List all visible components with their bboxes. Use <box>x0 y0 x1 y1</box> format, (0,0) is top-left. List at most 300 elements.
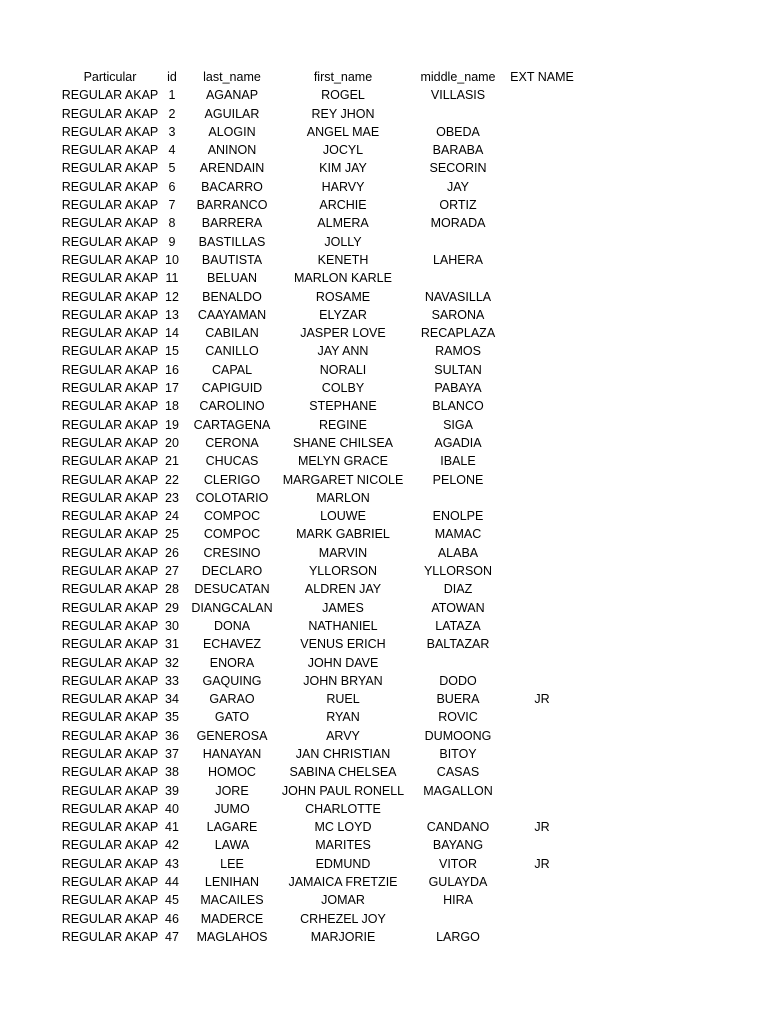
cell-last-name: MACAILES <box>200 893 264 908</box>
cell-id: 33 <box>165 673 179 688</box>
cell-particular: REGULAR AKAP <box>61 234 159 249</box>
cell-particular: REGULAR AKAP <box>61 893 159 908</box>
table-row <box>0 306 768 324</box>
cell-particular: REGULAR AKAP <box>61 252 159 267</box>
cell-ext-name: JR <box>534 692 550 707</box>
cell-middle-name: BAYANG <box>432 838 484 853</box>
cell-first-name: ARVY <box>326 728 360 743</box>
cell-id: 27 <box>165 564 179 579</box>
cell-ext-name <box>506 708 578 726</box>
cell-id: 29 <box>165 600 179 615</box>
cell-last-name: HOMOC <box>208 765 256 780</box>
cell-first-name: ALDREN JAY <box>304 582 382 597</box>
cell-particular: REGULAR AKAP <box>61 472 159 487</box>
table-row <box>0 123 768 141</box>
cell-first-name: RUEL <box>326 692 360 707</box>
cell-ext-name <box>506 672 578 690</box>
cell-last-name: LAGARE <box>206 820 258 835</box>
cell-ext-name <box>506 178 578 196</box>
table-row <box>0 617 768 635</box>
cell-last-name: DECLARO <box>201 564 263 579</box>
cell-ext-name <box>506 544 578 562</box>
cell-particular: REGULAR AKAP <box>61 673 159 688</box>
cell-first-name: MARGARET NICOLE <box>282 472 404 487</box>
cell-first-name: JOMAR <box>321 893 365 908</box>
cell-last-name: CHUCAS <box>205 454 259 469</box>
cell-middle-name: ALABA <box>437 545 479 560</box>
cell-particular: REGULAR AKAP <box>61 124 159 139</box>
cell-first-name: JAY ANN <box>317 344 369 359</box>
cell-first-name: NORALI <box>319 362 367 377</box>
cell-middle-name: BUERA <box>436 692 480 707</box>
cell-last-name: LAWA <box>214 838 250 853</box>
cell-last-name: ANINON <box>207 143 257 158</box>
cell-ext-name <box>506 489 578 507</box>
cell-first-name: KENETH <box>317 252 369 267</box>
cell-first-name: JAMAICA FRETZIE <box>288 875 398 890</box>
cell-ext-name <box>506 159 578 177</box>
table-header-row <box>0 68 768 86</box>
table-row <box>0 690 768 708</box>
cell-particular: REGULAR AKAP <box>61 710 159 725</box>
table-row <box>0 891 768 909</box>
cell-last-name: ENORA <box>209 655 255 670</box>
table-row <box>0 525 768 543</box>
table-row <box>0 782 768 800</box>
cell-last-name: DESUCATAN <box>194 582 270 597</box>
cell-last-name: BAUTISTA <box>201 252 263 267</box>
cell-first-name: JOCYL <box>322 143 364 158</box>
cell-middle-name: BITOY <box>439 746 477 761</box>
cell-middle-name: LAHERA <box>432 252 484 267</box>
cell-first-name: CRHEZEL JOY <box>300 911 386 926</box>
cell-particular: REGULAR AKAP <box>61 929 159 944</box>
cell-first-name: ROSAME <box>315 289 371 304</box>
cell-first-name: JAMES <box>322 600 364 615</box>
cell-id: 14 <box>165 326 179 341</box>
header-middle-name: middle_name <box>420 70 496 84</box>
cell-ext-name <box>506 342 578 360</box>
cell-id: 6 <box>168 179 176 194</box>
cell-last-name: CERONA <box>205 435 259 450</box>
cell-first-name: JAN CHRISTIAN <box>295 746 391 761</box>
cell-last-name: ARENDAIN <box>199 161 265 176</box>
cell-particular: REGULAR AKAP <box>61 838 159 853</box>
cell-last-name: DONA <box>213 618 251 633</box>
cell-first-name: MARITES <box>315 838 371 853</box>
cell-particular: REGULAR AKAP <box>61 106 159 121</box>
cell-id: 22 <box>165 472 179 487</box>
cell-last-name: CRESINO <box>203 545 261 560</box>
cell-particular: REGULAR AKAP <box>61 911 159 926</box>
cell-first-name: REY JHON <box>311 106 375 121</box>
table-row <box>0 855 768 873</box>
cell-ext-name <box>506 654 578 672</box>
cell-middle-name: PABAYA <box>434 381 482 396</box>
cell-id: 11 <box>165 271 179 286</box>
cell-particular: REGULAR AKAP <box>61 362 159 377</box>
cell-ext-name <box>506 800 578 818</box>
cell-particular: REGULAR AKAP <box>61 143 159 158</box>
cell-last-name: GAQUING <box>202 673 262 688</box>
cell-middle-name <box>406 910 510 928</box>
cell-particular: REGULAR AKAP <box>61 875 159 890</box>
cell-middle-name: GULAYDA <box>428 875 488 890</box>
cell-id: 4 <box>168 143 176 158</box>
cell-particular: REGULAR AKAP <box>61 490 159 505</box>
cell-particular: REGULAR AKAP <box>61 216 159 231</box>
cell-particular: REGULAR AKAP <box>61 582 159 597</box>
cell-id: 38 <box>165 765 179 780</box>
cell-last-name: BASTILLAS <box>198 234 266 249</box>
cell-first-name: YLLORSON <box>308 564 378 579</box>
cell-middle-name: SECORIN <box>429 161 487 176</box>
table-row <box>0 489 768 507</box>
cell-id: 2 <box>168 106 176 121</box>
cell-id: 8 <box>168 216 176 231</box>
cell-particular: REGULAR AKAP <box>61 783 159 798</box>
cell-last-name: LENIHAN <box>204 875 260 890</box>
cell-last-name: GATO <box>214 710 250 725</box>
cell-particular: REGULAR AKAP <box>61 746 159 761</box>
cell-last-name: BELUAN <box>206 271 258 286</box>
beneficiary-table <box>0 68 768 946</box>
cell-middle-name: DIAZ <box>443 582 473 597</box>
cell-first-name: KIM JAY <box>319 161 367 176</box>
cell-ext-name <box>506 397 578 415</box>
table-row <box>0 745 768 763</box>
cell-id: 35 <box>165 710 179 725</box>
table-row <box>0 672 768 690</box>
cell-middle-name: BARABA <box>432 143 484 158</box>
cell-middle-name: HIRA <box>443 893 473 908</box>
cell-particular: REGULAR AKAP <box>61 637 159 652</box>
cell-ext-name <box>506 471 578 489</box>
cell-last-name: CARTAGENA <box>193 417 271 432</box>
cell-ext-name <box>506 745 578 763</box>
table-row <box>0 800 768 818</box>
cell-particular: REGULAR AKAP <box>61 820 159 835</box>
cell-id: 34 <box>165 692 179 707</box>
cell-particular: REGULAR AKAP <box>61 326 159 341</box>
cell-id: 7 <box>168 198 176 213</box>
cell-middle-name: SIGA <box>443 417 473 432</box>
cell-id: 28 <box>165 582 179 597</box>
cell-ext-name <box>506 105 578 123</box>
cell-ext-name <box>506 196 578 214</box>
cell-id: 43 <box>165 856 179 871</box>
cell-id: 3 <box>168 124 176 139</box>
cell-id: 44 <box>165 875 179 890</box>
cell-middle-name: ORTIZ <box>439 198 477 213</box>
cell-last-name: BARRANCO <box>196 198 268 213</box>
cell-id: 17 <box>165 381 179 396</box>
cell-particular: REGULAR AKAP <box>61 856 159 871</box>
cell-ext-name: JR <box>534 856 550 871</box>
table-row <box>0 379 768 397</box>
cell-particular: REGULAR AKAP <box>61 765 159 780</box>
cell-particular: REGULAR AKAP <box>61 728 159 743</box>
cell-ext-name <box>506 910 578 928</box>
cell-first-name: LOUWE <box>320 509 366 524</box>
cell-middle-name: JAY <box>447 179 469 194</box>
cell-particular: REGULAR AKAP <box>61 417 159 432</box>
cell-particular: REGULAR AKAP <box>61 198 159 213</box>
cell-last-name: CABILAN <box>205 326 259 341</box>
cell-particular: REGULAR AKAP <box>61 179 159 194</box>
cell-last-name: COLOTARIO <box>195 490 269 505</box>
table-row <box>0 873 768 891</box>
table-row <box>0 342 768 360</box>
cell-id: 13 <box>165 307 179 322</box>
cell-id: 42 <box>165 838 179 853</box>
cell-ext-name <box>506 379 578 397</box>
cell-id: 24 <box>165 509 179 524</box>
cell-ext-name <box>506 763 578 781</box>
cell-first-name: JOLLY <box>324 234 362 249</box>
table-row <box>0 544 768 562</box>
cell-ext-name <box>506 361 578 379</box>
cell-ext-name <box>506 452 578 470</box>
cell-middle-name: DODO <box>439 673 477 688</box>
cell-first-name: SABINA CHELSEA <box>289 765 397 780</box>
cell-id: 21 <box>165 454 179 469</box>
cell-first-name: NATHANIEL <box>308 618 378 633</box>
cell-last-name: CANILLO <box>205 344 259 359</box>
cell-middle-name <box>406 233 510 251</box>
cell-id: 40 <box>165 801 179 816</box>
cell-id: 37 <box>165 746 179 761</box>
cell-id: 12 <box>165 289 179 304</box>
cell-middle-name: CASAS <box>436 765 480 780</box>
cell-first-name: MC LOYD <box>314 820 372 835</box>
table-row <box>0 599 768 617</box>
cell-first-name: MELYN GRACE <box>297 454 389 469</box>
table-row <box>0 580 768 598</box>
table-row <box>0 818 768 836</box>
cell-last-name: DIANGCALAN <box>191 600 273 615</box>
cell-first-name: ROGEL <box>321 88 365 103</box>
cell-ext-name <box>506 782 578 800</box>
cell-id: 46 <box>165 911 179 926</box>
table-row <box>0 361 768 379</box>
cell-middle-name: MAGALLON <box>423 783 493 798</box>
cell-particular: REGULAR AKAP <box>61 454 159 469</box>
cell-first-name: ALMERA <box>317 216 369 231</box>
cell-last-name: GENEROSA <box>196 728 268 743</box>
table-row <box>0 105 768 123</box>
cell-first-name: STEPHANE <box>309 399 377 414</box>
cell-ext-name <box>506 416 578 434</box>
cell-first-name: REGINE <box>319 417 367 432</box>
cell-last-name: ALOGIN <box>208 124 256 139</box>
table-row <box>0 251 768 269</box>
cell-id: 36 <box>165 728 179 743</box>
cell-middle-name: BLANCO <box>432 399 484 414</box>
table-row <box>0 178 768 196</box>
cell-middle-name: PELONE <box>432 472 484 487</box>
cell-particular: REGULAR AKAP <box>61 618 159 633</box>
cell-middle-name: ENOLPE <box>432 509 484 524</box>
cell-last-name: AGUILAR <box>204 106 260 121</box>
cell-first-name: MARJORIE <box>310 929 376 944</box>
cell-middle-name: CANDANO <box>426 820 490 835</box>
cell-id: 10 <box>165 252 179 267</box>
cell-first-name: SHANE CHILSEA <box>292 435 394 450</box>
cell-id: 39 <box>165 783 179 798</box>
cell-middle-name: RECAPLAZA <box>420 326 496 341</box>
cell-particular: REGULAR AKAP <box>61 801 159 816</box>
cell-last-name: CAROLINO <box>199 399 265 414</box>
cell-last-name: BENALDO <box>202 289 262 304</box>
cell-ext-name <box>506 269 578 287</box>
cell-first-name: RYAN <box>326 710 360 725</box>
cell-middle-name: MORADA <box>430 216 486 231</box>
cell-particular: REGULAR AKAP <box>61 435 159 450</box>
cell-id: 25 <box>165 527 179 542</box>
cell-last-name: COMPOC <box>203 509 261 524</box>
cell-middle-name: NAVASILLA <box>424 289 492 304</box>
cell-middle-name: RAMOS <box>435 344 481 359</box>
cell-middle-name: MAMAC <box>434 527 482 542</box>
cell-id: 18 <box>165 399 179 414</box>
cell-id: 5 <box>168 161 176 176</box>
cell-particular: REGULAR AKAP <box>61 381 159 396</box>
table-row <box>0 416 768 434</box>
table-row <box>0 836 768 854</box>
table-row <box>0 727 768 745</box>
cell-last-name: HANAYAN <box>202 746 262 761</box>
cell-first-name: EDMUND <box>315 856 371 871</box>
cell-first-name: MARVIN <box>318 545 368 560</box>
cell-particular: REGULAR AKAP <box>61 692 159 707</box>
cell-middle-name: ROVIC <box>438 710 478 725</box>
table-row <box>0 708 768 726</box>
cell-last-name: ECHAVEZ <box>202 637 262 652</box>
table-row <box>0 635 768 653</box>
cell-particular: REGULAR AKAP <box>61 600 159 615</box>
cell-id: 16 <box>165 362 179 377</box>
header-particular: Particular <box>83 70 137 84</box>
cell-last-name: CAPAL <box>211 362 253 377</box>
cell-middle-name <box>406 654 510 672</box>
cell-ext-name <box>506 288 578 306</box>
table-row <box>0 214 768 232</box>
table-row <box>0 141 768 159</box>
cell-ext-name <box>506 727 578 745</box>
cell-middle-name: AGADIA <box>434 435 482 450</box>
cell-ext-name <box>506 635 578 653</box>
cell-middle-name <box>406 269 510 287</box>
table-row <box>0 324 768 342</box>
cell-first-name: CHARLOTTE <box>305 801 381 816</box>
table-row <box>0 159 768 177</box>
cell-first-name: ELYZAR <box>319 307 367 322</box>
cell-id: 20 <box>165 435 179 450</box>
cell-first-name: COLBY <box>321 381 365 396</box>
cell-ext-name <box>506 507 578 525</box>
cell-first-name: JASPER LOVE <box>300 326 386 341</box>
table-row <box>0 86 768 104</box>
cell-ext-name <box>506 86 578 104</box>
header-ext-name: EXT NAME <box>510 70 574 84</box>
cell-id: 45 <box>165 893 179 908</box>
cell-middle-name <box>406 105 510 123</box>
cell-id: 19 <box>165 417 179 432</box>
cell-ext-name <box>506 306 578 324</box>
cell-ext-name <box>506 617 578 635</box>
cell-ext-name <box>506 580 578 598</box>
table-row <box>0 452 768 470</box>
cell-middle-name: LARGO <box>436 929 480 944</box>
cell-first-name: JOHN DAVE <box>307 655 379 670</box>
table-row <box>0 763 768 781</box>
cell-first-name: ANGEL MAE <box>306 124 380 139</box>
cell-ext-name: JR <box>534 820 550 835</box>
cell-id: 26 <box>165 545 179 560</box>
cell-particular: REGULAR AKAP <box>61 564 159 579</box>
table-row <box>0 507 768 525</box>
cell-particular: REGULAR AKAP <box>61 88 159 103</box>
cell-ext-name <box>506 123 578 141</box>
cell-first-name: MARLON <box>316 490 370 505</box>
cell-last-name: CAPIGUID <box>201 381 263 396</box>
table-row <box>0 196 768 214</box>
cell-particular: REGULAR AKAP <box>61 527 159 542</box>
cell-first-name: MARLON KARLE <box>294 271 392 286</box>
cell-ext-name <box>506 141 578 159</box>
cell-id: 30 <box>165 618 179 633</box>
cell-ext-name <box>506 434 578 452</box>
table-row <box>0 233 768 251</box>
cell-last-name: AGANAP <box>205 88 259 103</box>
cell-middle-name: LATAZA <box>435 618 481 633</box>
cell-particular: REGULAR AKAP <box>61 655 159 670</box>
cell-middle-name: YLLORSON <box>423 564 493 579</box>
cell-id: 23 <box>165 490 179 505</box>
cell-ext-name <box>506 891 578 909</box>
cell-id: 47 <box>165 929 179 944</box>
cell-middle-name: SARONA <box>431 307 485 322</box>
cell-first-name: MARK GABRIEL <box>296 527 390 542</box>
cell-id: 15 <box>165 344 179 359</box>
table-row <box>0 910 768 928</box>
cell-id: 9 <box>168 234 176 249</box>
table-row <box>0 269 768 287</box>
table-row <box>0 434 768 452</box>
cell-last-name: JORE <box>215 783 249 798</box>
cell-last-name: CAAYAMAN <box>197 307 267 322</box>
cell-last-name: JUMO <box>214 801 250 816</box>
cell-id: 1 <box>168 88 176 103</box>
cell-first-name: HARVY <box>321 179 365 194</box>
cell-first-name: VENUS ERICH <box>300 637 386 652</box>
cell-id: 31 <box>165 637 179 652</box>
table-row <box>0 397 768 415</box>
cell-first-name: JOHN BRYAN <box>303 673 383 688</box>
table-body <box>0 86 768 946</box>
cell-last-name: GARAO <box>209 692 255 707</box>
cell-particular: REGULAR AKAP <box>61 545 159 560</box>
cell-ext-name <box>506 873 578 891</box>
cell-last-name: BARRERA <box>201 216 263 231</box>
cell-ext-name <box>506 836 578 854</box>
table-row <box>0 654 768 672</box>
cell-last-name: LEE <box>220 856 244 871</box>
cell-ext-name <box>506 251 578 269</box>
table-row <box>0 288 768 306</box>
cell-middle-name: SULTAN <box>434 362 482 377</box>
